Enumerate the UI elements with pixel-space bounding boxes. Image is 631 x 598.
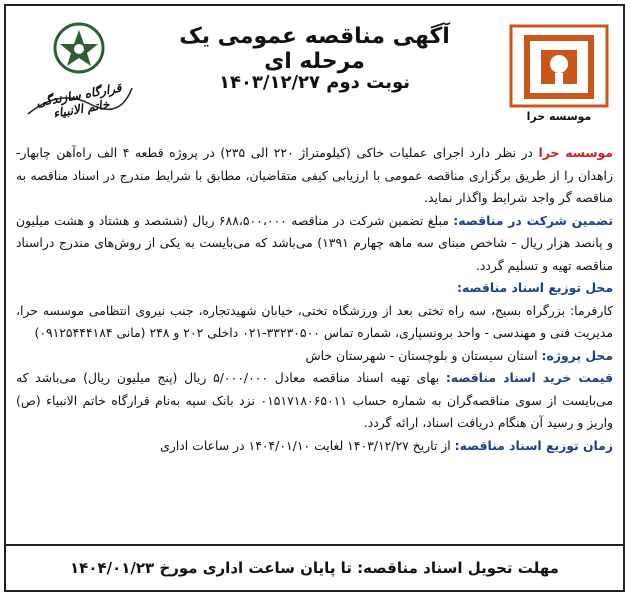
khatam-logo — [20, 18, 138, 130]
document-price-text: بهای تهیه اسناد مناقصه معادل ۵/۰۰۰/۰۰۰ ریال (پنج میلیون ریال) می‌باشد که می‌بایست از سوی مناقصه‌گران به شماره حساب ۰۱۵۱۷۱۸۰۶۵۰۱۱ نزد بانک سپه به‌نام قرارگاه خاتم الانبیاء (ص) واریز و رسید آن هنگام دریافت اسناد، ارائه گردد. — [16, 370, 613, 430]
distribution-place-paragraph — [16, 277, 613, 300]
distribution-time-paragraph — [16, 435, 613, 458]
notice-title: آگهی مناقصه عمومی یک مرحله ای — [179, 24, 450, 74]
guarantee-label: تضمین شرکت در مناقصه: — [453, 212, 614, 228]
distribution-time-text: از تاریخ ۱۴۰۳/۱۲/۲۷ لغایت ۱۴۰۴/۰۱/۱۰ در ساعات اداری — [160, 437, 455, 453]
employer-address: کارفرما: بزرگراه بسیج، سه راه تختی بعد از ورزشگاه تختی، خیابان شهیدتجاره، جنب نیروی انتظامی موسسه حرا، مدیریت فنی و مهندسی - واحد برونسپاری، شماره تماس ۳۳۲۳۰۵۰۰-۰۲۱ داخلی ۲۰۲ و ۲۴۸ (مانی ۰۹۱۲۵۴۴۴۱۸۴) — [16, 302, 613, 340]
guarantee-paragraph — [16, 210, 613, 278]
intro-paragraph — [16, 142, 613, 210]
document-price-paragraph — [16, 367, 613, 435]
project-location-text: استان سیستان و بلوچستان - شهرستان خاش — [305, 347, 542, 363]
intro-text: در نظر دارد اجرای عملیات خاکی (کیلومتراژ ۲۲۰ الی ۲۳۵) در پروژه قطعه ۴ الف راه‌آهن چابهار- زاهدان را از طریق برگزاری مناقصه عمومی با ارزیابی کیفی متقاضیان، مطابق با شرایط مندرج در اسناد مناقصه به مناقصه گر واجد شرایط واگذار نماید. — [16, 145, 613, 205]
guarantee-text: مبلغ تضمین شرکت در مناقصه ۶۸۸،۵۰۰،۰۰۰ ریال (ششصد و هشتاد و هشت میلیون و پانصد هزار ریال - شاخص مبنای سه ماهه چهارم ۱۳۹۱) می‌باشد که می‌بایست به یکی از روش‌های مندرج دراسناد مناقصه تهیه و تسلیم گردد. — [16, 212, 613, 273]
notice-body — [16, 142, 613, 457]
project-location-label: محل پروژه: — [541, 347, 613, 363]
deadline-footer — [6, 544, 623, 590]
distribution-time-label: زمان توزیع اسناد مناقصه: — [454, 437, 613, 453]
document-price-label: قیمت خرید اسناد مناقصه: — [445, 370, 613, 385]
notice-frame — [4, 4, 625, 592]
deadline-text: مهلت تحویل اسناد مناقصه: تا پایان ساعت اداری مورخ ۱۴۰۴/۰۱/۲۳ — [70, 559, 559, 577]
project-location-paragraph — [16, 345, 613, 368]
khatam-logo-text: قرارگاه سازندگی خاتم الانبیاء — [35, 80, 123, 121]
round-date: نوبت دوم ۱۴۰۳/۱۲/۲۷ — [218, 72, 411, 93]
institute-name: موسسه حرا — [538, 145, 613, 160]
header — [6, 6, 623, 141]
distribution-place-label: محل توزیع اسناد مناقصه: — [457, 280, 613, 295]
hera-logo-caption: موسسه حرا — [526, 110, 592, 123]
